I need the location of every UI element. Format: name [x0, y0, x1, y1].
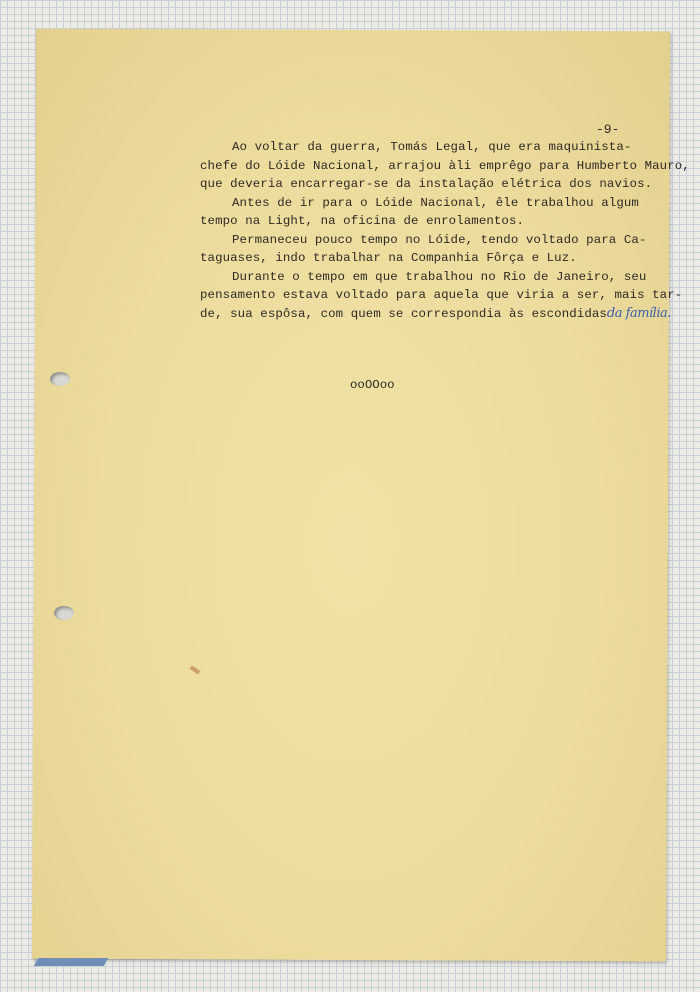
text-line: taguases, indo trabalhar na Companhia Fôrça e Luz. [200, 251, 577, 265]
handwritten-note: da família. [606, 305, 671, 321]
page-number: -9- [596, 122, 620, 137]
text-line: que deveria encarregar-se da instalação elétrica dos navios. [200, 177, 653, 191]
text-line: Ao voltar da guerra, Tomás Legal, que era maquinista- [232, 140, 632, 154]
text-line: pensamento estava voltado para aquela que viria a ser, mais tar- [200, 288, 683, 302]
end-mark: ooOOoo [350, 378, 395, 392]
typed-body [200, 138, 690, 323]
text-line: Durante o tempo em que trabalhou no Rio de Janeiro, seu [232, 269, 647, 284]
text-line: Antes de ir para o Lóide Nacional, êle trabalhou algum [232, 195, 639, 210]
text-line: Permaneceu pouco tempo no Lóide, tendo voltado para Ca- [232, 232, 647, 247]
text-line-last [200, 305, 671, 324]
text-line: de, sua espôsa, com quem se correspondia às escondidas [200, 306, 607, 321]
punch-hole-top [50, 372, 70, 386]
text-line: tempo na Light, na oficina de enrolamentos. [200, 214, 525, 228]
underlying-page-edge [34, 958, 109, 966]
text-line: chefe do Lóide Nacional, arrajou àli emprêgo para Humberto Mauro, [200, 158, 690, 173]
punch-hole-bottom [54, 606, 74, 620]
